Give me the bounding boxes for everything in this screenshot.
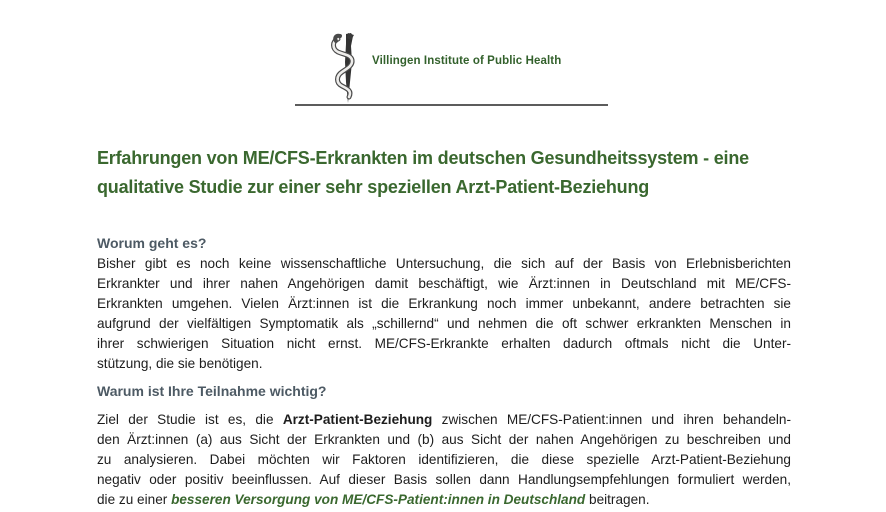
text-segment: zwischen ME/CFS-Patient:innen und ihren behandeln-: [432, 412, 791, 427]
paragraph-about: [97, 254, 791, 374]
text-line: Erkrankter und ihrer nahen Angehörigen damit beschäftigt, wie Ärzt:innen in Deutschland mit ME/CFS-: [97, 276, 791, 291]
institute-name: Villingen Institute of Public Health: [372, 55, 562, 67]
paragraph-importance: [97, 410, 791, 510]
section-heading-importance: Warum ist Ihre Teilnahme wichtig?: [97, 383, 327, 399]
text-line: Erkrankten umgehen. Vielen Ärzt:innen ist die Erkrankung noch immer unbekannt, andere betrachten sie: [97, 296, 791, 311]
page-title-line1: Erfahrungen von ME/CFS-Erkrankten im deutschen Gesundheitssystem - eine: [97, 148, 749, 168]
text-line: zu analysieren. Dabei möchten wir Faktoren identifizieren, die diese spezielle Arzt-Patient-Beziehung: [97, 452, 791, 467]
text-line: aufgrund der vielfältigen Symptomatik als „schillernd“ und nehmen die oft schwer erkrankten Menschen in: [97, 316, 791, 331]
emphasis-phrase-bessere-versorgung: besseren Versorgung von ME/CFS-Patient:innen in Deutschland: [171, 492, 586, 507]
section-heading-about: Worum geht es?: [97, 235, 207, 251]
text-line: Bisher gibt es noch keine wissenschaftliche Untersuchung, die sich auf der Basis von Erlebnisberichten: [97, 256, 791, 271]
content-column: [97, 0, 791, 510]
text-segment: beitragen.: [585, 492, 650, 507]
page-title: [97, 144, 791, 202]
text-line: stützung, die sie benötigen.: [97, 356, 263, 371]
text-segment: Ziel der Studie ist es, die: [97, 412, 283, 427]
page-title-line2: qualitative Studie zur einer sehr speziellen Arzt-Patient-Beziehung: [97, 177, 650, 197]
text-line: ihrer schwierigen Situation nicht ernst. ME/CFS-Erkrankte erhalten dadurch oftmals nicht die Unter-: [97, 336, 791, 351]
bold-phrase-arzt-patient-beziehung: Arzt-Patient-Beziehung: [282, 412, 433, 427]
text-line: den Ärzt:innen (a) aus Sicht der Erkrankten und (b) aus Sicht der nahen Angehörigen zu beschreiben und: [97, 432, 791, 447]
text-line: negativ oder positiv beeinflussen. Auf dieser Basis sollen dann Handlungsempfehlungen formuliert werden,: [97, 472, 791, 487]
text-line: [97, 490, 791, 510]
text-segment: die zu einer: [97, 492, 172, 507]
text-line: [97, 410, 791, 430]
